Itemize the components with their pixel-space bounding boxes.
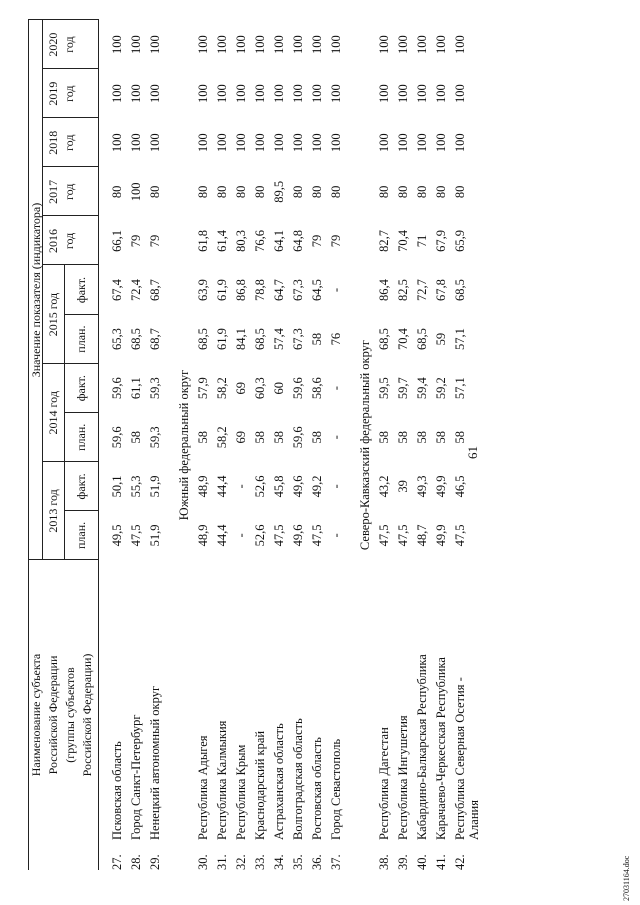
row-value-cell: 80 bbox=[110, 185, 124, 199]
row-value-cell: 100 bbox=[253, 133, 267, 153]
row-value-cell: 59,2 bbox=[434, 377, 448, 400]
row-number: 31. bbox=[215, 854, 229, 870]
header-bottom-rule bbox=[98, 19, 99, 870]
row-region-name: Город Санкт-Петербург bbox=[129, 714, 143, 840]
row-value-cell: 100 bbox=[396, 133, 410, 153]
header-single-year-word: год bbox=[62, 183, 76, 201]
row-value-cell: 58 bbox=[310, 431, 324, 444]
header-fact-label: факт. bbox=[74, 276, 88, 304]
row-value-cell: 100 bbox=[110, 84, 124, 104]
row-value-cell: 100 bbox=[329, 84, 343, 104]
row-value-cell: 60,3 bbox=[253, 377, 267, 400]
row-value-cell: 79 bbox=[329, 234, 343, 248]
row-value-cell: 63,9 bbox=[196, 279, 210, 301]
row-value-cell: 52,6 bbox=[253, 475, 267, 498]
row-value-cell: 47,5 bbox=[396, 524, 410, 547]
row-value-cell: 52,6 bbox=[253, 524, 267, 547]
row-value-cell: 49,9 bbox=[434, 475, 448, 498]
row-value-cell: 80 bbox=[396, 185, 410, 199]
row-value-cell: 100 bbox=[129, 84, 143, 104]
row-value-cell: 49,5 bbox=[110, 524, 124, 547]
header-name-line: (группы субъектов bbox=[63, 667, 77, 763]
row-region-name: Краснодарский край bbox=[253, 730, 267, 840]
row-value-cell: 100 bbox=[215, 133, 229, 153]
row-value-cell: 44,4 bbox=[215, 475, 229, 498]
row-value-cell: 100 bbox=[434, 133, 448, 153]
row-value-cell: 68,7 bbox=[148, 328, 162, 351]
row-region-name: Республика Северная Осетия - bbox=[453, 677, 467, 840]
row-value-cell: 100 bbox=[196, 35, 210, 54]
row-value-cell: 100 bbox=[377, 35, 391, 54]
row-value-cell: 80,3 bbox=[234, 230, 248, 252]
row-value-cell: 100 bbox=[253, 84, 267, 104]
row-value-cell: - bbox=[329, 435, 343, 440]
row-value-cell: 80 bbox=[291, 185, 305, 199]
row-value-cell: 59 bbox=[434, 332, 448, 346]
row-region-name: Город Севастополь bbox=[329, 738, 343, 840]
row-value-cell: 100 bbox=[291, 35, 305, 54]
row-value-cell: 59,3 bbox=[148, 426, 162, 449]
row-region-name: Ростовская область bbox=[310, 737, 324, 840]
row-value-cell: 57,1 bbox=[453, 377, 467, 400]
row-value-cell: 58,2 bbox=[215, 377, 229, 400]
row-value-cell: 68,5 bbox=[453, 279, 467, 301]
header-fact-label: факт. bbox=[74, 375, 88, 402]
row-value-cell: 100 bbox=[396, 35, 410, 54]
row-value-cell: 58 bbox=[310, 332, 324, 346]
row-value-cell: 58 bbox=[434, 431, 448, 444]
row-value-cell: 68,5 bbox=[415, 328, 429, 351]
row-value-cell: 100 bbox=[272, 35, 286, 54]
row-value-cell: 50,1 bbox=[110, 475, 124, 498]
row-value-cell: 49,6 bbox=[291, 524, 305, 547]
row-value-cell: 100 bbox=[453, 35, 467, 54]
row-value-cell: - bbox=[234, 533, 248, 538]
row-value-cell: 80 bbox=[434, 185, 448, 199]
row-value-cell: 68,5 bbox=[129, 328, 143, 351]
row-value-cell: 64,7 bbox=[272, 279, 286, 301]
row-value-cell: 58 bbox=[377, 431, 391, 444]
header-single-year-word: год bbox=[62, 85, 76, 102]
row-value-cell: 84,1 bbox=[234, 328, 248, 351]
row-value-cell: 100 bbox=[196, 133, 210, 153]
header-name-line: Наименование субъекта bbox=[29, 653, 43, 777]
row-value-cell: 100 bbox=[253, 35, 267, 54]
row-number: 34. bbox=[272, 854, 286, 870]
row-value-cell: 100 bbox=[110, 133, 124, 153]
row-number: 36. bbox=[310, 854, 324, 870]
row-value-cell: 64,1 bbox=[272, 230, 286, 252]
row-number: 32. bbox=[234, 854, 248, 870]
row-value-cell: 80 bbox=[196, 185, 210, 199]
row-value-cell: 86,8 bbox=[234, 279, 248, 301]
row-value-cell: 65,9 bbox=[453, 230, 467, 252]
row-value-cell: 100 bbox=[234, 133, 248, 153]
row-value-cell: 100 bbox=[453, 133, 467, 153]
row-value-cell: 80 bbox=[377, 185, 391, 199]
row-region-name: Карачаево-Черкесская Республика bbox=[434, 657, 448, 840]
row-value-cell: 59,6 bbox=[110, 377, 124, 400]
row-value-cell: 49,9 bbox=[434, 524, 448, 547]
row-value-cell: 79 bbox=[148, 234, 162, 248]
row-value-cell: 59,3 bbox=[148, 377, 162, 400]
row-value-cell: 100 bbox=[196, 84, 210, 104]
row-value-cell: 80 bbox=[253, 185, 267, 199]
row-value-cell: 100 bbox=[310, 84, 324, 104]
row-number: 27. bbox=[110, 854, 124, 870]
row-value-cell: 69 bbox=[234, 381, 248, 395]
row-value-cell: 100 bbox=[129, 182, 143, 202]
row-value-cell: 57,1 bbox=[453, 328, 467, 351]
row-value-cell: 46,5 bbox=[453, 475, 467, 498]
row-value-cell: - bbox=[329, 533, 343, 538]
row-value-cell: 51,9 bbox=[148, 524, 162, 547]
header-plan-label: план. bbox=[74, 521, 88, 550]
row-region-name: Республика Крым bbox=[234, 744, 248, 840]
header-values-title: Значение показателя (индикатора) bbox=[29, 202, 43, 378]
row-value-cell: 100 bbox=[215, 84, 229, 104]
page-number: 61 bbox=[465, 446, 480, 459]
row-value-cell: 58 bbox=[396, 431, 410, 444]
row-value-cell: 67,4 bbox=[110, 279, 124, 301]
row-value-cell: 100 bbox=[415, 133, 429, 153]
group-title: Южный федеральный округ bbox=[177, 369, 191, 521]
row-value-cell: 61,1 bbox=[129, 377, 143, 400]
row-value-cell: 100 bbox=[415, 84, 429, 104]
row-value-cell: 100 bbox=[272, 84, 286, 104]
row-number: 38. bbox=[377, 854, 391, 870]
row-value-cell: 58,6 bbox=[310, 377, 324, 400]
row-value-cell: 70,4 bbox=[396, 230, 410, 252]
row-value-cell: 68,5 bbox=[253, 328, 267, 351]
header-single-year: 2016 bbox=[46, 228, 60, 253]
row-number: 29. bbox=[148, 854, 162, 870]
row-value-cell: 59,7 bbox=[396, 377, 410, 400]
row-value-cell: 100 bbox=[396, 84, 410, 104]
row-value-cell: 68,5 bbox=[196, 328, 210, 351]
row-value-cell: 49,3 bbox=[415, 475, 429, 498]
row-value-cell: 100 bbox=[129, 133, 143, 153]
row-value-cell: 76 bbox=[329, 332, 343, 346]
row-value-cell: 82,7 bbox=[377, 230, 391, 252]
row-value-cell: 58 bbox=[196, 431, 210, 444]
row-value-cell: 69 bbox=[234, 431, 248, 444]
header-plan-label: план. bbox=[74, 325, 88, 353]
row-number: 30. bbox=[196, 854, 210, 870]
row-value-cell: 58,2 bbox=[215, 426, 229, 449]
header-name-line: Российской Федерации) bbox=[80, 653, 94, 777]
row-value-cell: 47,5 bbox=[272, 524, 286, 547]
row-value-cell: 67,8 bbox=[434, 279, 448, 301]
row-number: 33. bbox=[253, 854, 267, 870]
row-value-cell: 100 bbox=[310, 35, 324, 54]
row-value-cell: 80 bbox=[310, 185, 324, 199]
row-value-cell: 71 bbox=[415, 234, 429, 248]
row-value-cell: 100 bbox=[415, 35, 429, 54]
row-region-name: Республика Адыгея bbox=[196, 735, 210, 840]
row-value-cell: 65,3 bbox=[110, 328, 124, 351]
row-value-cell: 59,6 bbox=[110, 426, 124, 449]
row-value-cell: 100 bbox=[377, 133, 391, 153]
row-value-cell: 100 bbox=[148, 84, 162, 104]
row-value-cell: 78,8 bbox=[253, 279, 267, 301]
header-single-year: 2020 bbox=[46, 32, 60, 57]
row-value-cell: 59,4 bbox=[415, 377, 429, 400]
row-value-cell: - bbox=[329, 386, 343, 391]
row-number: 39. bbox=[396, 854, 410, 870]
row-number: 35. bbox=[291, 854, 305, 870]
row-value-cell: 80 bbox=[148, 185, 162, 199]
header-single-year: 2017 bbox=[46, 179, 60, 204]
row-value-cell: 100 bbox=[434, 35, 448, 54]
row-value-cell: 100 bbox=[234, 84, 248, 104]
row-value-cell: 58 bbox=[253, 431, 267, 444]
row-region-name: Республика Дагестан bbox=[377, 727, 391, 840]
header-year-label: 2013 год bbox=[46, 489, 60, 533]
row-number: 28. bbox=[129, 854, 143, 870]
row-value-cell: 58 bbox=[453, 431, 467, 444]
row-value-cell: - bbox=[234, 484, 248, 489]
row-value-cell: 48,9 bbox=[196, 475, 210, 498]
row-value-cell: 70,4 bbox=[396, 328, 410, 351]
row-value-cell: 86,4 bbox=[377, 279, 391, 301]
row-region-name: Псковская область bbox=[110, 741, 124, 840]
row-value-cell: 67,9 bbox=[434, 230, 448, 252]
row-value-cell: 48,9 bbox=[196, 524, 210, 547]
header-single-year-word: год bbox=[62, 232, 76, 250]
row-region-name: Кабардино-Балкарская Республика bbox=[415, 654, 429, 840]
row-value-cell: 89,5 bbox=[272, 180, 286, 203]
row-value-cell: 79 bbox=[129, 234, 143, 248]
row-value-cell: 68,5 bbox=[377, 328, 391, 351]
row-value-cell: 47,5 bbox=[310, 524, 324, 547]
row-region-name: Алания bbox=[467, 800, 481, 840]
row-value-cell: 59,6 bbox=[291, 426, 305, 449]
header-single-year-word: год bbox=[62, 134, 76, 151]
row-value-cell: 100 bbox=[453, 84, 467, 104]
row-value-cell: 79 bbox=[310, 234, 324, 248]
row-value-cell: 100 bbox=[291, 84, 305, 104]
header-name-line: Российской Федерации bbox=[46, 655, 60, 775]
row-value-cell: 64,5 bbox=[310, 279, 324, 301]
row-value-cell: 80 bbox=[329, 185, 343, 199]
row-region-name: Республика Калмыкия bbox=[215, 720, 229, 840]
row-value-cell: 47,5 bbox=[129, 524, 143, 547]
row-value-cell: 61,9 bbox=[215, 328, 229, 351]
row-value-cell: 57,9 bbox=[196, 377, 210, 400]
row-value-cell: 58 bbox=[415, 431, 429, 444]
row-value-cell: 45,8 bbox=[272, 475, 286, 498]
row-value-cell: 61,8 bbox=[196, 230, 210, 252]
row-value-cell: 58 bbox=[272, 431, 286, 444]
row-number: 42. bbox=[453, 854, 467, 870]
header-single-year: 2018 bbox=[46, 130, 60, 155]
row-value-cell: 68,7 bbox=[148, 279, 162, 301]
row-value-cell: 59,5 bbox=[377, 377, 391, 400]
row-value-cell: 59,6 bbox=[291, 377, 305, 400]
row-value-cell: 80 bbox=[234, 185, 248, 199]
row-value-cell: 49,2 bbox=[310, 475, 324, 498]
row-value-cell: 58 bbox=[129, 431, 143, 444]
row-value-cell: 100 bbox=[329, 133, 343, 153]
row-value-cell: 100 bbox=[329, 35, 343, 54]
row-value-cell: 47,5 bbox=[377, 524, 391, 547]
row-value-cell: 100 bbox=[377, 84, 391, 104]
row-value-cell: 100 bbox=[310, 133, 324, 153]
row-value-cell: 82,5 bbox=[396, 279, 410, 301]
row-value-cell: 100 bbox=[272, 133, 286, 153]
row-value-cell: 64,8 bbox=[291, 230, 305, 252]
header-single-year: 2019 bbox=[46, 81, 60, 106]
row-value-cell: 61,9 bbox=[215, 279, 229, 301]
row-region-name: Волгоградская область bbox=[291, 718, 305, 840]
row-value-cell: 100 bbox=[291, 133, 305, 153]
group-title: Северо-Кавказский федеральный округ bbox=[358, 339, 372, 551]
row-value-cell: 100 bbox=[148, 133, 162, 153]
row-value-cell: - bbox=[329, 484, 343, 489]
row-value-cell: 57,4 bbox=[272, 328, 286, 351]
row-value-cell: 51,9 bbox=[148, 475, 162, 498]
row-value-cell: 39 bbox=[396, 480, 410, 493]
row-value-cell: 80 bbox=[453, 185, 467, 199]
row-region-name: Астраханская область bbox=[272, 723, 286, 840]
row-value-cell: 100 bbox=[110, 35, 124, 54]
header-year-label: 2015 год bbox=[46, 292, 60, 337]
header-fact-label: факт. bbox=[74, 473, 88, 500]
row-value-cell: 44,4 bbox=[215, 524, 229, 547]
row-region-name: Ненецкий автономный округ bbox=[148, 685, 162, 840]
row-value-cell: 100 bbox=[215, 35, 229, 54]
footer-doc-name: 27031164.doc bbox=[622, 855, 631, 901]
row-value-cell: 43,2 bbox=[377, 475, 391, 498]
row-value-cell: 100 bbox=[129, 35, 143, 54]
row-value-cell: 100 bbox=[148, 35, 162, 54]
row-value-cell: 61,4 bbox=[215, 230, 229, 252]
row-value-cell: 67,3 bbox=[291, 328, 305, 351]
row-value-cell: 49,6 bbox=[291, 475, 305, 498]
row-value-cell: 72,4 bbox=[129, 279, 143, 301]
row-value-cell: 72,7 bbox=[415, 279, 429, 301]
row-value-cell: 48,7 bbox=[415, 524, 429, 547]
row-value-cell: 47,5 bbox=[453, 524, 467, 547]
row-value-cell: 67,3 bbox=[291, 279, 305, 301]
row-number: 37. bbox=[329, 854, 343, 870]
row-value-cell: 76,6 bbox=[253, 230, 267, 252]
row-value-cell: 100 bbox=[434, 84, 448, 104]
row-value-cell: 80 bbox=[215, 185, 229, 199]
row-value-cell: 80 bbox=[415, 185, 429, 199]
row-number: 41. bbox=[434, 854, 448, 870]
row-number: 40. bbox=[415, 854, 429, 870]
row-value-cell: 66,1 bbox=[110, 230, 124, 252]
row-value-cell: 100 bbox=[234, 35, 248, 54]
header-single-year-word: год bbox=[62, 36, 76, 53]
row-region-name: Республика Ингушетия bbox=[396, 715, 410, 840]
row-value-cell: - bbox=[329, 287, 343, 293]
header-year-label: 2014 год bbox=[46, 391, 60, 435]
header-plan-label: план. bbox=[74, 423, 88, 451]
row-value-cell: 55,3 bbox=[129, 475, 143, 498]
row-value-cell: 60 bbox=[272, 381, 286, 395]
